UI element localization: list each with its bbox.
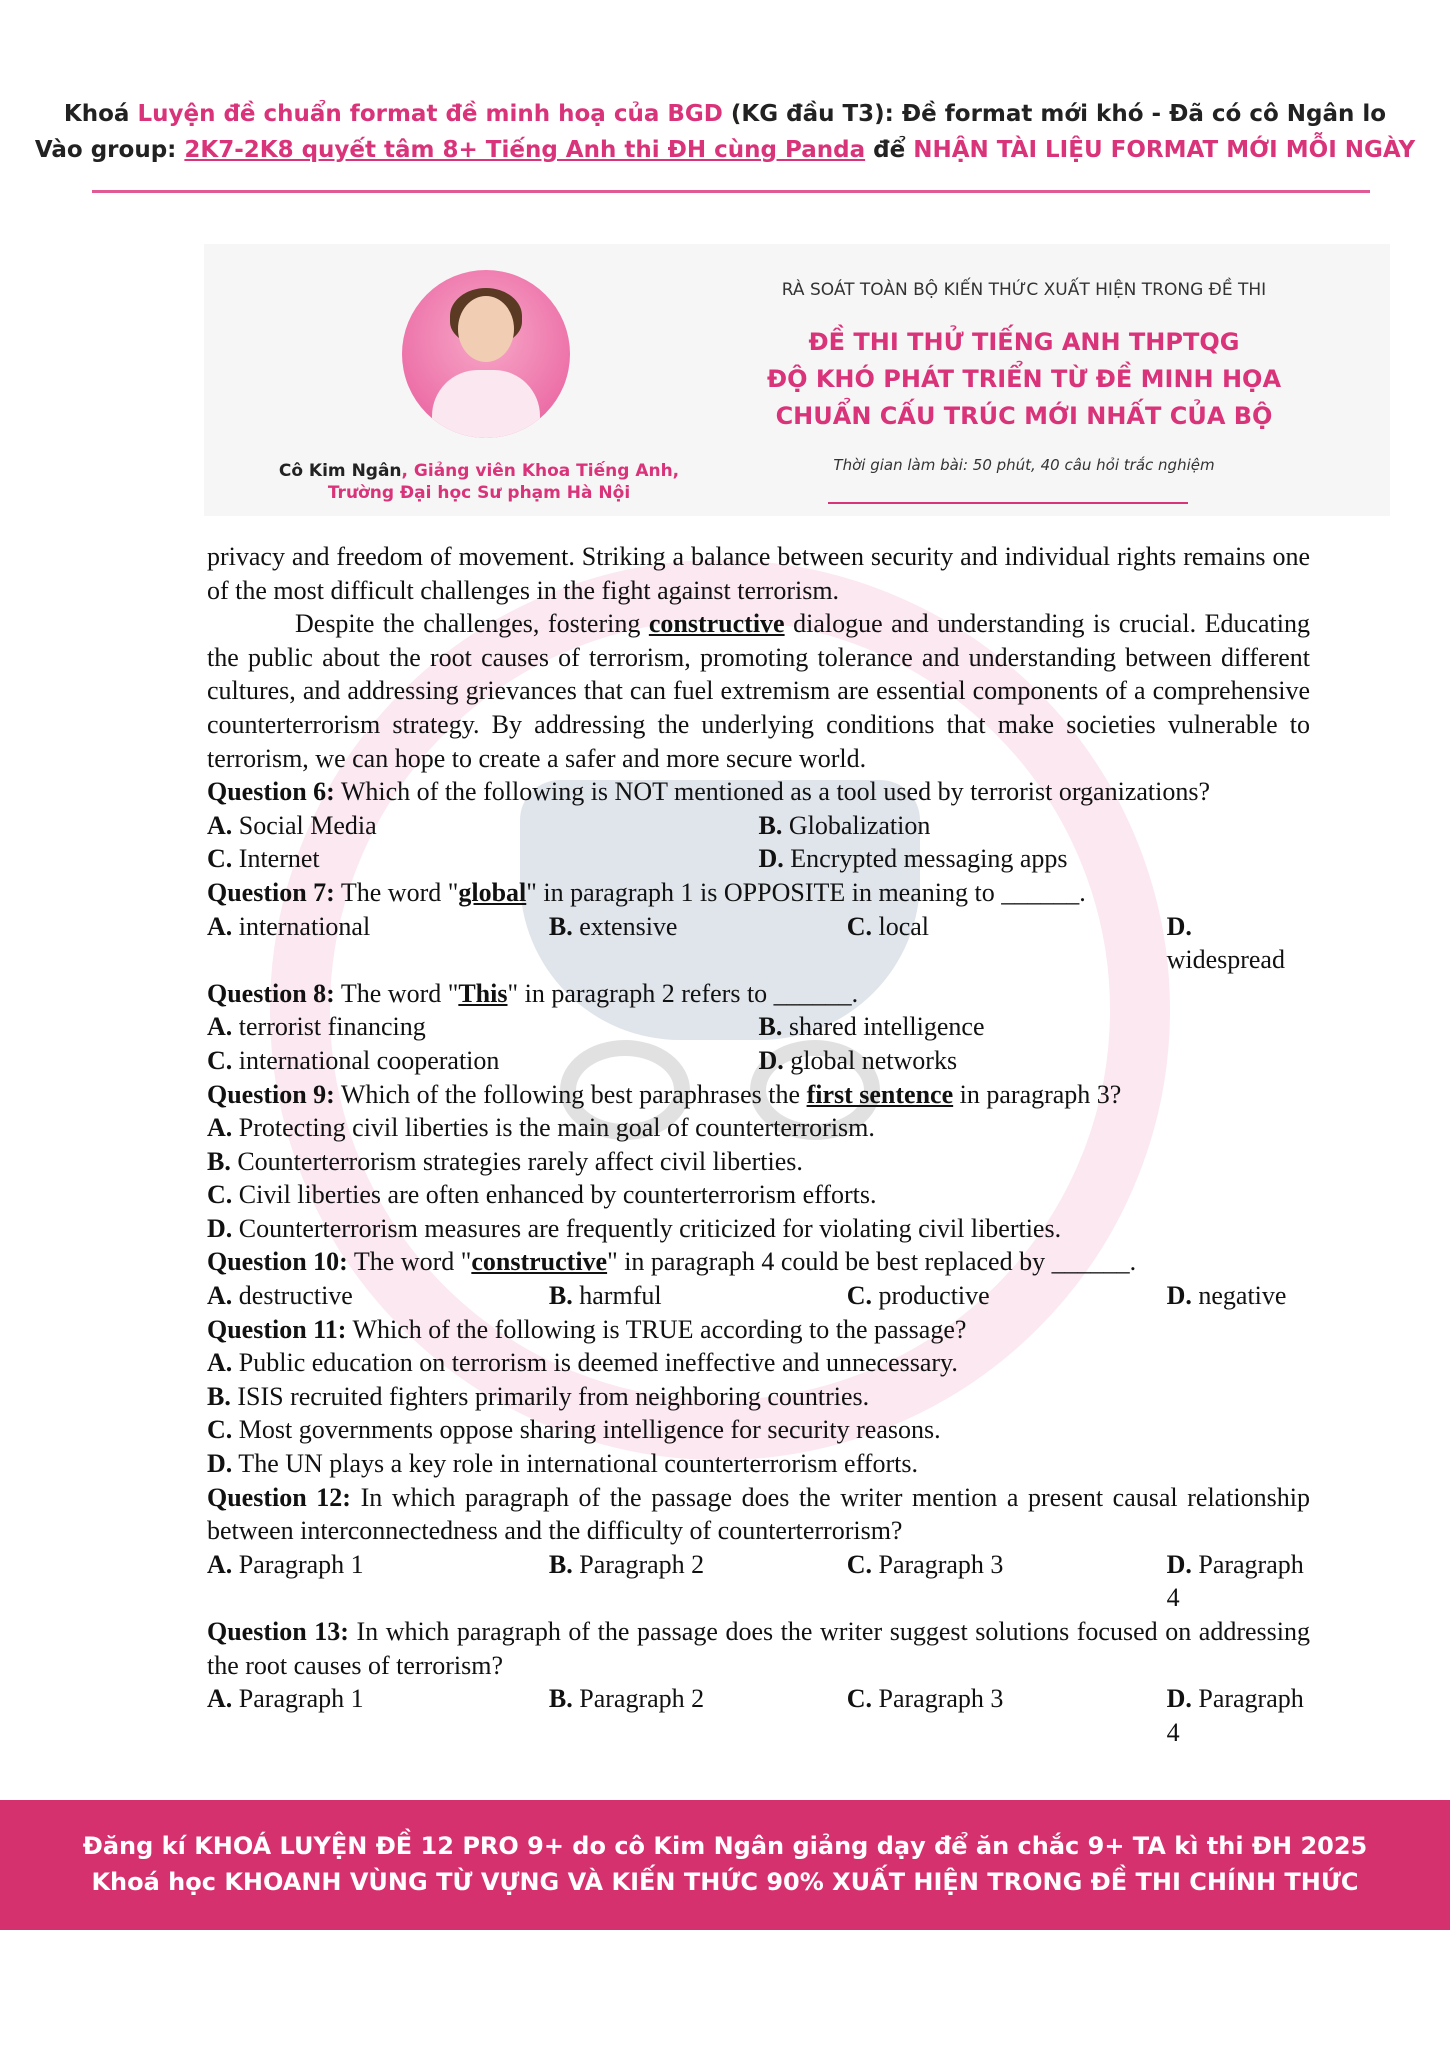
answer-option-b[interactable] <box>549 1548 847 1615</box>
option-letter: B. <box>548 911 573 941</box>
option-text: Civil liberties are often enhanced by counterterrorism efforts. <box>232 1180 877 1210</box>
top-banner <box>0 96 1450 168</box>
footer-line-1: Đăng kí KHOÁ LUYỆN ĐỀ 12 PRO 9+ do cô Kim Ngân giảng dạy để ăn chắc 9+ TA kì thi ĐH 2025 <box>82 1832 1368 1860</box>
answer-option-a[interactable] <box>207 1010 759 1044</box>
option-text: shared intelligence <box>782 1012 985 1042</box>
answer-option-d[interactable] <box>759 1044 1311 1078</box>
question-text: Which of the following is TRUE according to the passage? <box>346 1314 967 1344</box>
option-letter: B. <box>548 1684 573 1714</box>
option-letter: A. <box>207 1348 233 1378</box>
option-text: Counterterrorism strategies rarely affect civil liberties. <box>230 1146 803 1176</box>
answer-option-a[interactable] <box>207 809 759 843</box>
answer-option-a[interactable] <box>207 1548 549 1615</box>
option-letter: A. <box>207 810 233 840</box>
answer-option-b[interactable] <box>549 910 847 977</box>
exam-header <box>204 244 1390 516</box>
option-letter: C. <box>207 1180 233 1210</box>
banner-text: Khoá <box>63 101 138 127</box>
option-text: Paragraph 1 <box>232 1549 364 1579</box>
answer-options <box>207 1548 1310 1615</box>
question-10 <box>207 1245 1310 1312</box>
answer-option-d[interactable] <box>1167 1548 1310 1615</box>
answer-option-b[interactable] <box>207 1380 1310 1414</box>
option-letter: D. <box>758 844 784 874</box>
question-stem <box>207 876 1310 910</box>
option-text: Internet <box>232 844 320 874</box>
option-text: Social Media <box>232 810 377 840</box>
banner-line-2 <box>0 132 1450 168</box>
option-text: terrorist financing <box>232 1012 426 1042</box>
footer-line-2: Khoá học KHOANH VÙNG TỪ VỰNG VÀ KIẾN THỨC 90% XUẤT HIỆN TRONG ĐỀ THI CHÍNH THỨC <box>91 1868 1359 1896</box>
option-letter: C. <box>207 1415 233 1445</box>
question-keyword: constructive <box>471 1247 608 1277</box>
option-text: destructive <box>232 1281 353 1311</box>
option-text: Paragraph 3 <box>872 1684 1004 1714</box>
answer-option-a[interactable] <box>207 910 549 977</box>
option-letter: B. <box>758 1012 783 1042</box>
banner-text: Vào group: <box>34 137 185 163</box>
question-text: Which of the following is NOT mentioned as a tool used by terrorist organizations? <box>334 777 1211 807</box>
answer-option-d[interactable] <box>1167 910 1310 977</box>
question-text: The word " <box>334 877 459 907</box>
teacher-title-1: , Giảng viên Khoa Tiếng Anh, <box>401 461 680 481</box>
option-letter: D. <box>1166 1549 1192 1579</box>
answer-option-b[interactable] <box>549 1279 847 1313</box>
option-text: Paragraph 4 <box>1166 1549 1304 1613</box>
teacher-avatar <box>402 270 570 438</box>
review-line: RÀ SOÁT TOÀN BỘ KIẾN THỨC XUẤT HIỆN TRONG ĐỀ THI <box>781 280 1267 300</box>
option-text: harmful <box>572 1281 662 1311</box>
exam-content <box>207 540 1310 1749</box>
option-letter: C. <box>846 1549 872 1579</box>
question-text: In which paragraph of the passage does the writer mention a present causal relationship between interconnectedness and the difficulty of counterterrorism? <box>207 1482 1311 1546</box>
answer-option-d[interactable] <box>207 1447 1310 1481</box>
banner-text: để <box>865 137 914 163</box>
option-letter: B. <box>548 1281 573 1311</box>
exam-title-line-3: CHUẨN CẤU TRÚC MỚI NHẤT CỦA BỘ <box>775 402 1273 430</box>
question-text: " in paragraph 2 refers to ______. <box>507 978 859 1008</box>
answer-option-a[interactable] <box>207 1111 1310 1145</box>
option-text: Paragraph 2 <box>572 1549 705 1579</box>
question-text: The word " <box>347 1247 472 1277</box>
answer-options <box>207 1111 1310 1245</box>
question-label: Question 6: <box>207 777 335 807</box>
answer-options <box>207 1010 1310 1077</box>
passage-paragraph-4: Despite the challenges, fostering constructive dialogue and understanding is crucial. Educating the public about the root causes of terrorism, promoting tolerance and understanding between different cultures, and addressing grievances that can fuel extremism are essential components of a comprehensive counterterrorism strategy. By addressing the underlying conditions that make societies vulnerable to terrorism, we can hope to create a safer and more secure world. <box>207 609 1310 773</box>
option-text: Counterterrorism measures are frequently criticized for violating civil liberties. <box>232 1213 1062 1243</box>
option-text: productive <box>872 1281 990 1311</box>
question-13 <box>207 1615 1310 1749</box>
answer-option-c[interactable] <box>207 842 759 876</box>
option-letter: B. <box>207 1381 231 1411</box>
question-label: Question 12: <box>207 1482 351 1512</box>
option-text: Encrypted messaging apps <box>783 844 1068 874</box>
question-stem <box>207 1313 1310 1347</box>
question-label: Question 9: <box>207 1079 335 1109</box>
question-6 <box>207 775 1310 876</box>
footer-banner <box>0 1800 1450 1930</box>
option-letter: A. <box>207 1684 233 1714</box>
banner-text: NHẬN TÀI LIỆU FORMAT MỚI MỖI NGÀY <box>913 137 1416 163</box>
answer-options <box>207 809 1310 876</box>
answer-option-b[interactable] <box>549 1682 847 1749</box>
option-letter: D. <box>207 1449 233 1479</box>
answer-option-c[interactable] <box>207 1178 1310 1212</box>
question-label: Question 11: <box>207 1314 347 1344</box>
option-text: Protecting civil liberties is the main goal of counterterrorism. <box>232 1113 875 1143</box>
option-letter: B. <box>207 1146 231 1176</box>
question-keyword: first sentence <box>806 1079 954 1109</box>
answer-option-c[interactable] <box>847 1682 1167 1749</box>
answer-options <box>207 1682 1310 1749</box>
option-letter: B. <box>758 810 783 840</box>
option-text: Paragraph 2 <box>572 1684 705 1714</box>
option-letter: A. <box>207 1281 233 1311</box>
question-stem <box>207 1078 1310 1112</box>
question-8 <box>207 977 1310 1078</box>
question-keyword: This <box>458 978 508 1008</box>
option-text: Public education on terrorism is deemed ineffective and unnecessary. <box>232 1348 958 1378</box>
option-letter: A. <box>207 1113 233 1143</box>
option-text: international <box>232 911 371 941</box>
option-letter: D. <box>1166 911 1192 941</box>
question-list <box>207 775 1310 1749</box>
option-letter: C. <box>207 844 233 874</box>
question-stem <box>207 977 1310 1011</box>
answer-option-c[interactable] <box>847 1548 1167 1615</box>
answer-option-c[interactable] <box>207 1044 759 1078</box>
option-letter: A. <box>207 1549 233 1579</box>
question-label: Question 8: <box>207 978 335 1008</box>
question-11 <box>207 1313 1310 1481</box>
top-divider <box>92 190 1370 193</box>
option-letter: C. <box>846 1281 872 1311</box>
option-text: Paragraph 4 <box>1166 1684 1304 1747</box>
question-stem <box>207 1245 1310 1279</box>
question-text: " in paragraph 4 could be best replaced by ______. <box>607 1247 1137 1277</box>
option-text: The UN plays a key role in international counterterrorism efforts. <box>232 1449 918 1479</box>
teacher-title-2: Trường Đại học Sư phạm Hà Nội <box>327 483 631 503</box>
question-label: Question 7: <box>207 877 335 907</box>
question-text: in paragraph 3? <box>953 1079 1122 1109</box>
option-text: widespread <box>1166 945 1285 975</box>
option-letter: C. <box>846 911 872 941</box>
option-letter: C. <box>846 1684 872 1714</box>
banner-text: Luyện đề chuẩn format đề minh hoạ của BGD <box>137 101 723 127</box>
option-text: Paragraph 1 <box>232 1684 364 1714</box>
option-text: local <box>872 911 930 941</box>
option-text: Globalization <box>782 810 931 840</box>
option-text: extensive <box>572 911 678 941</box>
option-letter: D. <box>207 1213 233 1243</box>
question-keyword: global <box>458 877 527 907</box>
answer-options <box>207 910 1310 977</box>
answer-option-a[interactable] <box>207 1682 549 1749</box>
banner-text: (KG đầu T3): Đề format mới khó - Đã có cô Ngân lo <box>722 101 1387 127</box>
question-stem <box>207 1615 1310 1682</box>
answer-option-a[interactable] <box>207 1346 1310 1380</box>
answer-option-b[interactable] <box>759 1010 1311 1044</box>
answer-options <box>207 1346 1310 1480</box>
answer-options <box>207 1279 1310 1313</box>
banner-line-1 <box>0 96 1450 132</box>
answer-option-d[interactable] <box>759 842 1311 876</box>
question-stem <box>207 775 1310 809</box>
teacher-name: Cô Kim Ngân <box>278 461 402 481</box>
passage-paragraph-3-end: privacy and freedom of movement. Striking a balance between security and individual rights remains one of the most difficult challenges in the fight against terrorism. <box>207 542 1310 605</box>
option-letter: B. <box>548 1549 573 1579</box>
option-text: international cooperation <box>232 1045 500 1075</box>
answer-option-d[interactable] <box>207 1212 1310 1246</box>
question-9 <box>207 1078 1310 1246</box>
exam-title-line-1: ĐỀ THI THỬ TIẾNG ANH THPTQG <box>808 328 1240 356</box>
option-letter: A. <box>207 1012 233 1042</box>
option-text: Paragraph 3 <box>872 1549 1004 1579</box>
question-12 <box>207 1481 1310 1615</box>
question-text: " in paragraph 1 is OPPOSITE in meaning to ______. <box>526 877 1086 907</box>
question-text: In which paragraph of the passage does the writer suggest solutions focused on addressing the root causes of terrorism? <box>207 1617 1310 1680</box>
option-letter: A. <box>207 911 233 941</box>
option-letter: D. <box>1166 1281 1192 1311</box>
option-text: Most governments oppose sharing intelligence for security reasons. <box>232 1415 941 1445</box>
keyword-constructive: constructive <box>648 609 785 639</box>
question-7 <box>207 876 1310 977</box>
answer-option-c[interactable] <box>847 1279 1167 1313</box>
answer-option-c[interactable] <box>847 910 1167 977</box>
question-stem <box>207 1481 1310 1548</box>
exam-title-line-2: ĐỘ KHÓ PHÁT TRIỂN TỪ ĐỀ MINH HỌA <box>766 365 1282 393</box>
time-info: Thời gian làm bài: 50 phút, 40 câu hỏi trắc nghiệm <box>833 456 1215 474</box>
answer-option-b[interactable] <box>207 1145 1310 1179</box>
option-text: global networks <box>783 1045 958 1075</box>
option-letter: C. <box>207 1045 233 1075</box>
banner-text: 2K7-2K8 quyết tâm 8+ Tiếng Anh thi ĐH cùng Panda <box>184 137 866 163</box>
time-divider <box>828 502 1188 504</box>
option-letter: D. <box>1166 1684 1192 1714</box>
question-label: Question 13: <box>207 1617 349 1646</box>
answer-option-d[interactable] <box>1167 1279 1310 1313</box>
option-text: ISIS recruited fighters primarily from neighboring countries. <box>230 1381 870 1411</box>
answer-option-c[interactable] <box>207 1413 1310 1447</box>
option-letter: D. <box>758 1045 784 1075</box>
question-label: Question 10: <box>207 1247 348 1277</box>
answer-option-b[interactable] <box>759 809 1311 843</box>
option-text: negative <box>1191 1281 1287 1311</box>
question-text: The word " <box>334 978 459 1008</box>
exam-title <box>704 324 1344 435</box>
teacher-credit <box>264 460 694 504</box>
answer-option-a[interactable] <box>207 1279 549 1313</box>
question-text: Which of the following best paraphrases the <box>334 1079 807 1109</box>
answer-option-d[interactable] <box>1167 1682 1310 1749</box>
